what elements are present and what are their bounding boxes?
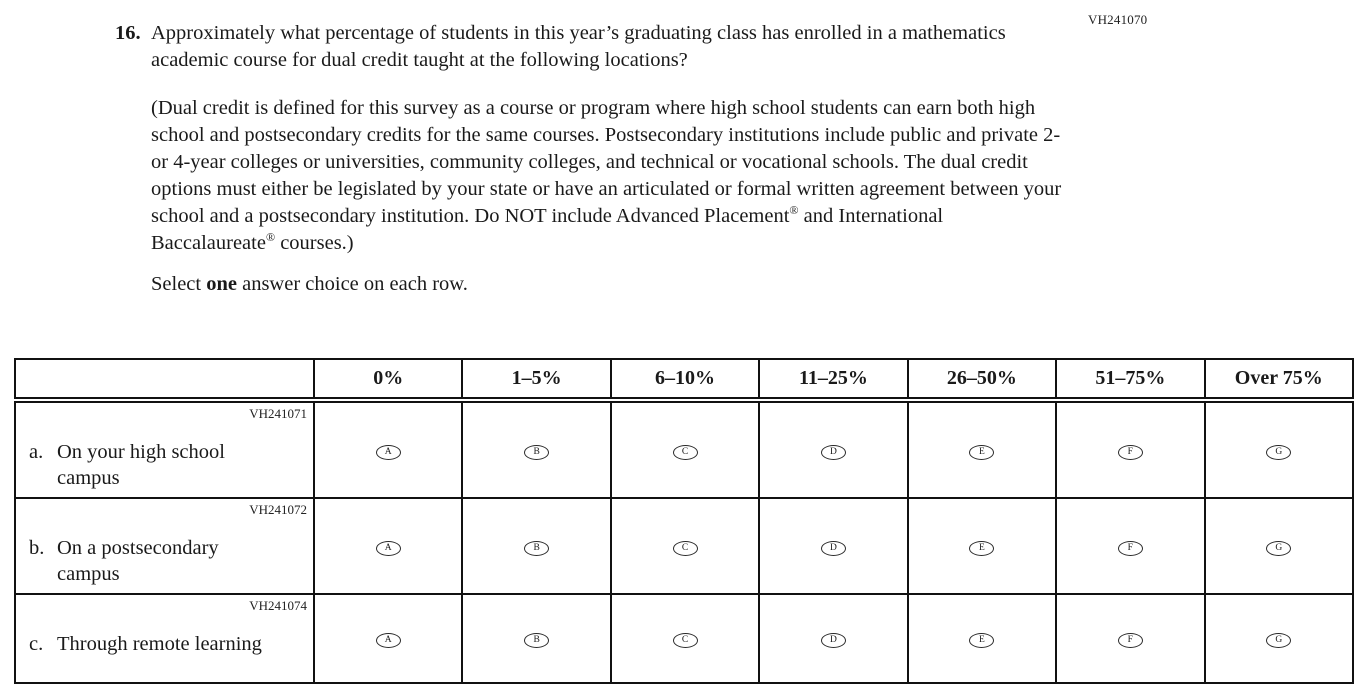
answer-bubble-c[interactable]: C <box>673 445 698 460</box>
answer-grid <box>14 358 1354 684</box>
answer-bubble-g[interactable]: G <box>1266 633 1291 648</box>
answer-table <box>14 358 1354 684</box>
answer-bubble-g[interactable]: G <box>1266 445 1291 460</box>
column-header: 26–50% <box>908 359 1056 400</box>
answer-bubble-b[interactable]: B <box>524 633 549 648</box>
row-item-code: VH241071 <box>249 406 307 421</box>
answer-cell <box>908 400 1056 498</box>
question-definition <box>151 95 1069 257</box>
answer-cell <box>1205 400 1353 498</box>
column-header: 6–10% <box>611 359 759 400</box>
text-run: and International Baccalaureate <box>151 205 944 254</box>
header-row <box>15 359 1353 400</box>
question-text: Approximately what percentage of students in this year’s graduating class has enrolled in a mathematics academic course for dual credit taught at the following locations? <box>151 22 1006 71</box>
registered-mark: ® <box>265 230 276 245</box>
answer-bubble-e[interactable]: E <box>969 633 994 648</box>
question-instruction <box>151 271 1075 298</box>
answer-cell <box>1056 498 1204 594</box>
answer-bubble-d[interactable]: D <box>821 633 846 648</box>
emphasized-text: one <box>206 273 237 295</box>
row-label <box>29 631 305 657</box>
table-row <box>15 498 1353 594</box>
answer-cell <box>1056 400 1204 498</box>
row-letter: c. <box>29 633 44 655</box>
table-row <box>15 400 1353 498</box>
row-item-code: VH241074 <box>249 598 307 613</box>
answer-cell <box>1205 498 1353 594</box>
text-run: (Dual credit is defined for this survey as a course or program where high school students can earn both high school and postsecondary credits for the same courses. Postsecondary institutions include public and private 2- or 4-year colleges or universities, community colleges, and technical or vocational schools. The dual credit options must either be legislated by your state or have an articulated or formal written agreement between your school and a postsecondary institution. Do NOT include Advanced Placement <box>151 97 1062 227</box>
question-number: 16. <box>115 22 141 44</box>
row-label-text: Through remote learning <box>57 633 262 655</box>
row-label <box>29 535 305 587</box>
answer-cell <box>462 498 610 594</box>
column-header: 1–5% <box>462 359 610 400</box>
answer-cell <box>314 498 462 594</box>
row-item-code: VH241072 <box>249 502 307 517</box>
row-label-cell <box>15 498 314 594</box>
column-header: 11–25% <box>759 359 907 400</box>
answer-bubble-g[interactable]: G <box>1266 541 1291 556</box>
text-run: Select <box>151 273 207 295</box>
text-run: courses.) <box>275 232 354 254</box>
column-header: 0% <box>314 359 462 400</box>
row-letter: a. <box>29 441 44 463</box>
answer-bubble-e[interactable]: E <box>969 445 994 460</box>
form-item-code: VH241070 <box>1088 12 1148 27</box>
column-header: Over 75% <box>1205 359 1353 400</box>
answer-bubble-b[interactable]: B <box>524 541 549 556</box>
row-label-text: On a postsecondary campus <box>57 537 219 585</box>
answer-bubble-a[interactable]: A <box>376 633 401 648</box>
answer-cell <box>908 498 1056 594</box>
answer-bubble-d[interactable]: D <box>821 541 846 556</box>
question-16 <box>115 20 1075 298</box>
answer-bubble-a[interactable]: A <box>376 541 401 556</box>
answer-cell <box>462 400 610 498</box>
answer-cell <box>611 498 759 594</box>
row-label-text: On your high school campus <box>57 441 225 489</box>
answer-bubble-e[interactable]: E <box>969 541 994 556</box>
answer-bubble-f[interactable]: F <box>1118 633 1143 648</box>
answer-bubble-c[interactable]: C <box>673 633 698 648</box>
answer-bubble-f[interactable]: F <box>1118 445 1143 460</box>
text-run: answer choice on each row. <box>236 273 468 295</box>
answer-cell <box>759 400 907 498</box>
row-label <box>29 439 305 491</box>
column-header: 51–75% <box>1056 359 1204 400</box>
registered-mark: ® <box>789 203 799 218</box>
answer-bubble-b[interactable]: B <box>524 445 549 460</box>
row-letter: b. <box>29 537 45 559</box>
answer-cell <box>759 498 907 594</box>
answer-cell <box>314 400 462 498</box>
answer-bubble-f[interactable]: F <box>1118 541 1143 556</box>
row-label-cell <box>15 400 314 498</box>
corner-cell <box>15 359 314 400</box>
answer-bubble-d[interactable]: D <box>821 445 846 460</box>
answer-bubble-a[interactable]: A <box>376 445 401 460</box>
answer-bubble-c[interactable]: C <box>673 541 698 556</box>
answer-cell <box>611 400 759 498</box>
